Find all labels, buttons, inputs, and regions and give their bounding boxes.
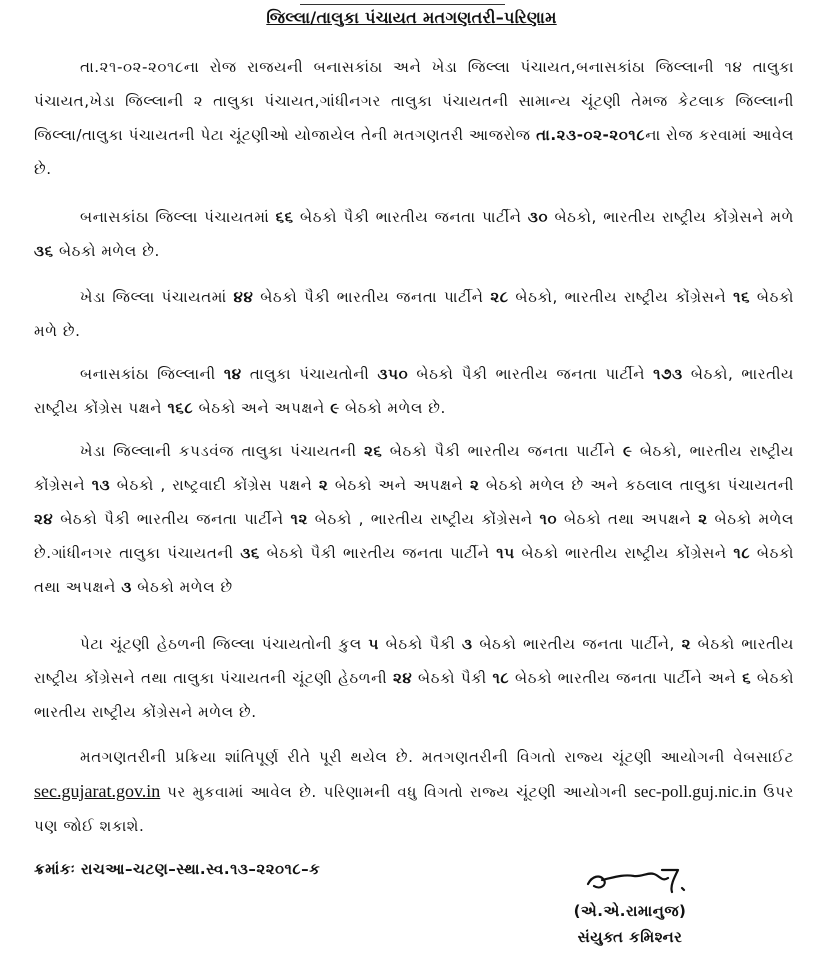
seat-count: ૩૫૦ xyxy=(377,365,409,383)
text-span: બેઠકો પૈકી ભારતીય જનતા પાર્ટીને xyxy=(53,510,291,528)
paragraph-intro xyxy=(34,50,794,186)
website-link-sec-gujarat[interactable]: sec.gujarat.gov.in xyxy=(34,781,161,801)
seat-count: ૩૦ xyxy=(527,208,549,226)
text-span: ખેડા જિલ્લા પંચાયતમાં xyxy=(80,288,234,306)
signatory-name: (એ.એ.રામાનુજ) xyxy=(573,902,687,920)
seat-count: ૨૪ xyxy=(392,669,413,687)
seat-count: ૩૬ xyxy=(240,544,260,562)
seat-count: ૧૫ xyxy=(496,544,515,562)
seat-count: ૯ xyxy=(622,442,633,460)
text-span: બેઠકો મળેલ છે અને કઠલાલ તાલુકા પંચાયતની xyxy=(479,476,794,494)
text-span: બેઠકો ભારતીય જનતા પાર્ટીને અને xyxy=(509,669,743,687)
seat-count: ૨૬ xyxy=(363,442,383,460)
text-span: બેઠકો પૈકી xyxy=(412,669,493,687)
intro-text: તા.૨૧-૦૨-૨૦૧૮ના રોજ રાજયની બનાસકાંઠા અને ખેડા જિલ્લા પંચાયત,બનાસકાંઠા જિલ્લાની ૧૪ તાલુકા પંચાયત,ખેડા જિલ્લાની ૨ તાલુકા પંચાયત,ગાંધીનગર તાલુકા પંચાયતની સામાન્ય ચૂંટણી તેમજ કેટલાક જિલ્લાની જિલ્લા/તાલુકા પંચાયતની પેટા ચૂંટણીઓ યોજાયેલ તેની મતગણતરી આજરોજ xyxy=(34,58,794,144)
top-rule xyxy=(300,4,505,5)
seat-count: ૨૪ xyxy=(34,510,54,528)
text-span: બેઠકો , ભારતીય રાષ્ટ્રીય કોંગ્રેસને xyxy=(307,510,540,528)
paragraph-kheda-gandhinagar-taluka xyxy=(34,434,794,604)
text-span: પેટા ચૂંટણી હેઠળની જિલ્લા પંચાયતોની કુલ xyxy=(80,635,369,653)
seat-count: ૪૪ xyxy=(233,288,254,306)
seat-count: ૧૦ xyxy=(539,510,558,528)
text-span: બેઠકો પૈકી ભારતીય જનતા પાર્ટીને xyxy=(408,365,654,383)
paragraph-banaskantha-taluka xyxy=(34,357,794,425)
text-span: મતગણતરીની પ્રક્રિયા શાંતિપૂર્ણ રીતે પૂરી થયેલ છે. મતગણતરીની વિગતો રાજ્ય ચૂંટણી આયોગની વેબસાઈટ xyxy=(80,748,794,766)
text-span: બેઠકો, ભારતીય રાષ્ટ્રીય કોંગ્રેસ પક્ષને xyxy=(34,365,794,417)
seat-count: ૨૮ xyxy=(490,288,509,306)
text-span: બેઠકો મળેલ છે xyxy=(131,578,233,596)
text-span: બેઠકો પૈકી ભારતીય જનતા પાર્ટીને xyxy=(253,288,491,306)
paragraph-banaskantha-district xyxy=(34,200,794,268)
text-span: બેઠકો, ભારતીય રાષ્ટ્રીય કોંગ્રેસને xyxy=(508,288,734,306)
text-span: બેઠકો પૈકી ભારતીય જનતા પાર્ટીને xyxy=(259,544,497,562)
counting-date: તા.૨૩-૦૨-૨૦૧૮ xyxy=(536,126,646,144)
seat-count: ૧૮ xyxy=(733,544,751,562)
text-span: બેઠકો, ભારતીય રાષ્ટ્રીય કોંગ્રેસને xyxy=(34,442,794,494)
seat-count: ૧૩ xyxy=(91,476,111,494)
text-span: બેઠકો ભારતીય જનતા પાર્ટીને, xyxy=(472,635,682,653)
seat-count: ૬૬ xyxy=(275,208,294,226)
website-link-sec-poll[interactable]: sec-poll.guj.nic.in xyxy=(634,782,757,801)
signatory-designation: સંયુક્ત કમિશ્નર xyxy=(577,928,683,946)
paragraph-counting-process xyxy=(34,740,794,843)
text-span: બેઠકો ભારતીય રાષ્ટ્રીય કોંગ્રેસને xyxy=(514,544,734,562)
seat-count: ૧૪ xyxy=(223,365,242,383)
seat-count: ૨ xyxy=(698,510,708,528)
text-span: ઉપર પણ જોઈ શકાશે. xyxy=(34,783,794,835)
seat-count: ૩ xyxy=(121,578,132,596)
intro-text-end: ના રોજ કરવામાં આવેલ છે. xyxy=(34,126,795,178)
seat-count: ૩ xyxy=(462,635,473,653)
seat-count: ૯ xyxy=(330,399,340,417)
text-span: બેઠકો અને અપક્ષને xyxy=(328,476,470,494)
text-span: બેઠકો અને અપક્ષને xyxy=(193,399,331,417)
text-span: બેઠકો , રાષ્ટ્રવાદી કોંગ્રેસ પક્ષને xyxy=(110,476,319,494)
signature-icon xyxy=(582,858,692,898)
text-span: બેઠકો મળેલ છે. xyxy=(53,242,160,260)
text-span: બેઠકો મળેલ છે.ગાંધીનગર તાલુકા પંચાયતની xyxy=(34,510,794,562)
seat-count: ૧૬૮ xyxy=(167,399,194,417)
text-span: બેઠકો તથા અપક્ષને xyxy=(557,510,699,528)
text-span: બેઠકો પૈકી ભારતીય જનતા પાર્ટીને xyxy=(293,208,528,226)
seat-count: ૧૮ xyxy=(492,669,510,687)
document-title: જિલ્લા/તાલુકા પંચાયત મતગણતરી–પરિણામ xyxy=(266,8,557,27)
seat-count: ૧૨ xyxy=(290,510,308,528)
text-span: બનાસકાંઠા જિલ્લાની xyxy=(80,365,224,383)
seat-count: ૩૬ xyxy=(34,242,54,260)
seat-count: ૨ xyxy=(681,635,691,653)
text-span: તાલુકા પંચાયતોની xyxy=(241,365,378,383)
seat-count: ૧૭૩ xyxy=(653,365,683,383)
text-span: પર મુકવામાં આવેલ છે. પરિણામની વધુ વિગતો રાજ્ય ચૂંટણી આયોગની xyxy=(160,783,635,801)
text-span: બેઠકો પૈકી ભારતીય જનતા પાર્ટીને xyxy=(382,442,623,460)
text-span: બેઠકો, ભારતીય રાષ્ટ્રીય કોંગ્રેસને મળે xyxy=(548,208,794,226)
reference-number: ક્રમાંકઃ રાચઆ–ચટણ–સ્થા.સ્વ.૧૩–૨૨૦૧૮–ક xyxy=(34,860,321,878)
seat-count: ૬ xyxy=(742,669,752,687)
text-span: ખેડા જિલ્લાની કપડવંજ તાલુકા પંચાયતની xyxy=(80,442,364,460)
seat-count: ૧૬ xyxy=(733,288,751,306)
text-span: બેઠકો તથા અપક્ષને xyxy=(34,544,794,596)
text-span: બેઠકો ભારતીય રાષ્ટ્રીય કોંગ્રેસને મળેલ છે. xyxy=(34,669,794,721)
text-span: બેઠકો મળે છે. xyxy=(34,288,794,340)
paragraph-kheda-district xyxy=(34,280,794,348)
text-span: બેઠકો મળેલ છે. xyxy=(339,399,446,417)
seat-count: ૫ xyxy=(368,635,379,653)
text-span: બેઠકો ભારતીય રાષ્ટ્રીય કોંગ્રેસને તથા તાલુકા પંચાયતની ચૂંટણી હેઠળની xyxy=(34,635,794,687)
seat-count: ૨ xyxy=(469,476,480,494)
seat-count: ૨ xyxy=(318,476,329,494)
text-span: બેઠકો પૈકી xyxy=(379,635,463,653)
text-span: બનાસકાંઠા જિલ્લા પંચાયતમાં xyxy=(80,208,276,226)
paragraph-bye-elections xyxy=(34,627,794,729)
